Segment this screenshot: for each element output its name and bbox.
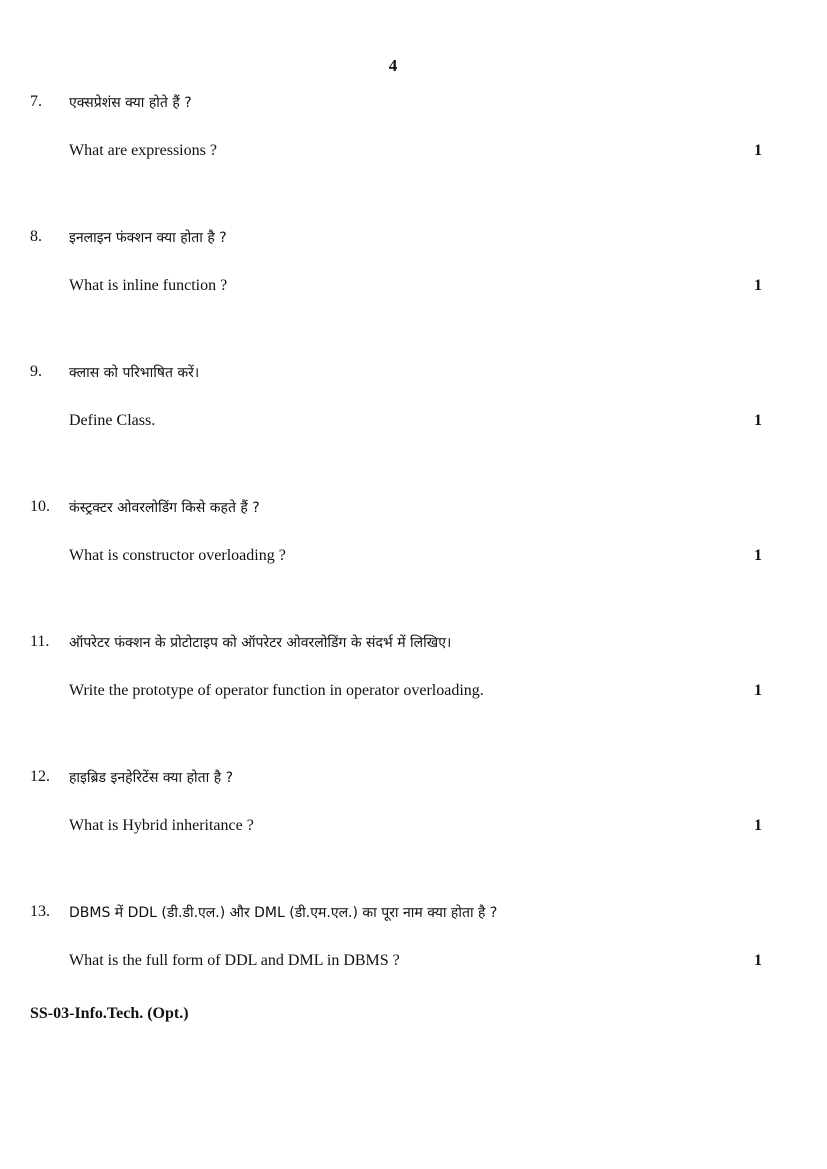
question-marks: 1 xyxy=(754,142,762,159)
question-marks: 1 xyxy=(754,817,762,834)
question-text-hindi: कंस्ट्रक्टर ओवरलोडिंग किसे कहते हैं ? xyxy=(69,500,260,516)
question-8 xyxy=(0,228,827,318)
question-text-english: What are expressions ? xyxy=(69,142,217,159)
question-marks: 1 xyxy=(754,682,762,699)
question-9 xyxy=(0,363,827,453)
question-text-english: What is inline function ? xyxy=(69,277,228,294)
question-7 xyxy=(0,93,827,183)
question-12 xyxy=(0,768,827,858)
paper-code-footer: SS-03-Info.Tech. (Opt.) xyxy=(30,1005,189,1022)
question-13 xyxy=(0,903,827,993)
question-number: 13. xyxy=(30,903,50,920)
question-text-english: What is constructor overloading ? xyxy=(69,547,286,564)
page-number: 4 xyxy=(388,56,398,75)
question-text-hindi: ऑपरेटर फंक्शन के प्रोटोटाइप को ऑपरेटर ओवरलोडिंग के संदर्भ में लिखिए। xyxy=(69,635,452,651)
question-number: 7. xyxy=(30,93,42,110)
question-text-english: Write the prototype of operator function in operator overloading. xyxy=(69,682,484,699)
question-number: 9. xyxy=(30,363,42,380)
question-text-english: What is the full form of DDL and DML in DBMS ? xyxy=(69,952,400,969)
question-text-english: What is Hybrid inheritance ? xyxy=(69,817,254,834)
question-marks: 1 xyxy=(754,412,762,429)
question-text-hindi: DBMS में DDL (डी.डी.एल.) और DML (डी.एम.एल.) का पूरा नाम क्या होता है ? xyxy=(69,905,498,921)
question-marks: 1 xyxy=(754,277,762,294)
question-marks: 1 xyxy=(754,547,762,564)
question-number: 10. xyxy=(30,498,50,515)
question-11 xyxy=(0,633,827,723)
question-number: 8. xyxy=(30,228,42,245)
question-marks: 1 xyxy=(754,952,762,969)
question-text-hindi: क्लास को परिभाषित करें। xyxy=(69,365,200,381)
question-text-hindi: एक्सप्रेशंस क्या होते हैं ? xyxy=(69,95,192,111)
question-text-english: Define Class. xyxy=(69,412,156,429)
question-number: 11. xyxy=(30,633,50,650)
question-text-hindi: हाइब्रिड इनहेरिटेंस क्या होता है ? xyxy=(69,770,234,786)
question-text-hindi: इनलाइन फंक्शन क्या होता है ? xyxy=(69,230,227,246)
question-10 xyxy=(0,498,827,588)
question-number: 12. xyxy=(30,768,50,785)
